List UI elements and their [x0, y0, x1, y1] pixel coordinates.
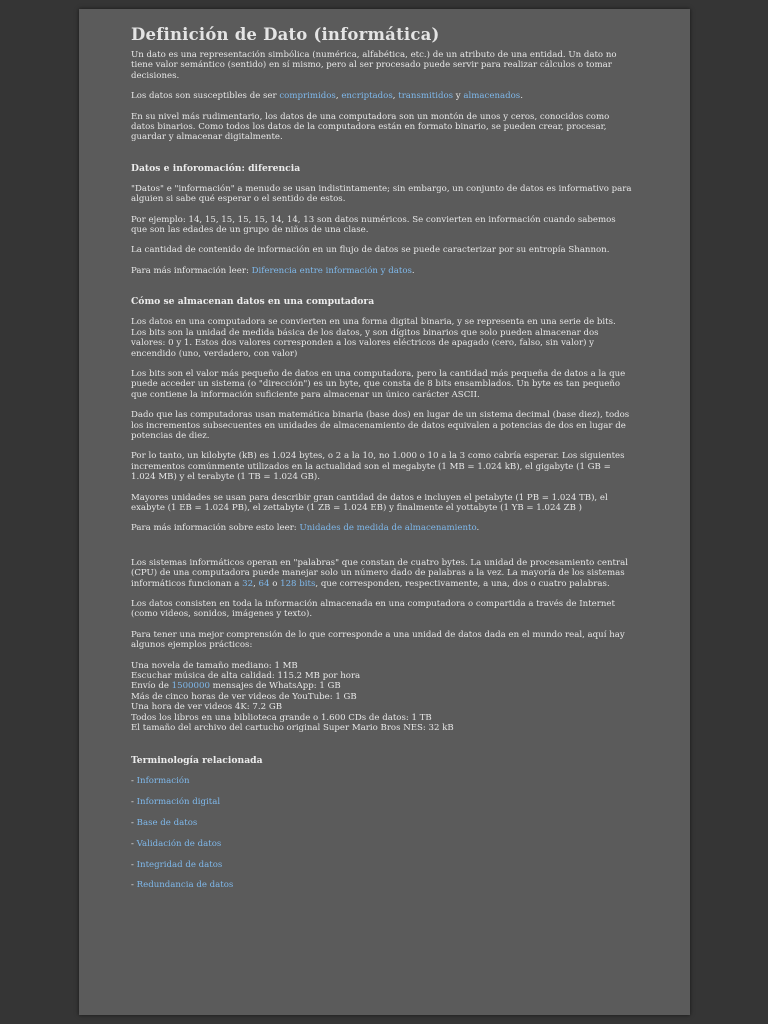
intro-paragraph: Un dato es una representación simbólica (numérica, alfabética, etc.) de un atributo de una entidad. Un dato no tiene valor semántico (sentido) en sí mismo, pero al ser procesado puede servir para realizar cálculos o tomar decisiones.	[131, 50, 617, 81]
example-line: Todos los libros en una biblioteca grande o 1.600 CDs de datos: 1 TB	[131, 712, 432, 723]
spacer	[131, 544, 632, 558]
link-informacion-digital[interactable]: Información digital	[136, 797, 221, 808]
paragraph: La cantidad de contenido de información en un flujo de datos se puede caracterizar por su entropía Shannon.	[131, 245, 610, 256]
example-line	[131, 681, 632, 691]
paragraph: Mayores unidades se usan para describir gran cantidad de datos e incluyen el petabyte (1 PB = 1.024 TB), el exabyte (1 EB = 1.024 PB), el zettabyte (1 ZB = 1.024 EB) y finalmente el yottabyte (1 YB = 1.024 ZB )	[131, 492, 608, 513]
words-paragraph	[131, 558, 632, 589]
example-line: El tamaño del archivo del cartucho original Super Mario Bros NES: 32 kB	[131, 723, 454, 734]
link-difference-info-data[interactable]: Diferencia entre información y datos	[251, 265, 412, 276]
example-line: Una hora de ver videos 4K: 7.2 GB	[131, 702, 283, 713]
paragraph: "Datos" e "información" a menudo se usan indistintamente; sin embargo, un conjunto de datos es informativo para alguien si sabe qué esperar o el sentido de estos.	[131, 183, 632, 205]
list-item	[131, 880, 632, 890]
text: ,	[392, 91, 399, 102]
list-item	[131, 776, 632, 786]
text: , que corresponden, respectivamente, a una, dos o cuatro palabras.	[315, 578, 610, 589]
link-storage-units[interactable]: Unidades de medida de almacenamiento	[299, 523, 477, 534]
text: Para más información sobre esto leer:	[131, 523, 300, 534]
text: Para más información leer:	[131, 265, 252, 276]
related-terms-list	[131, 776, 632, 890]
list-item	[131, 839, 632, 849]
dash: -	[131, 859, 137, 870]
link-32[interactable]: 32	[242, 578, 254, 589]
dash: -	[131, 776, 137, 787]
paragraph: Los datos consisten en toda la información almacenada en una computadora o compartida a través de Internet (como videos, sonidos, imágenes y texto).	[131, 599, 615, 620]
page-title: Definición de Dato (informática)	[131, 25, 440, 44]
link-integridad-de-datos[interactable]: Integridad de datos	[136, 859, 223, 870]
link-64[interactable]: 64	[258, 578, 270, 589]
text: .	[411, 265, 415, 276]
text: .	[476, 523, 480, 534]
list-item	[131, 818, 632, 828]
link-transmitidos[interactable]: transmitidos	[398, 91, 454, 102]
article-page	[79, 9, 690, 1015]
more-info-paragraph	[131, 523, 632, 533]
text: y	[453, 91, 464, 102]
dash: -	[131, 880, 137, 891]
text: Los sistemas informáticos operan en "palabras" que constan de cuatro bytes. La unidad de procesamiento central (CPU) de una computadora puede manejar solo un número dado de palabras a la vez. La mayoría de los sistemas informáticos funcionan a	[131, 557, 628, 589]
link-1500000[interactable]: 1500000	[171, 681, 210, 692]
link-encriptados[interactable]: encriptados	[341, 91, 393, 102]
link-informacion[interactable]: Información	[136, 776, 190, 787]
example-line: Una novela de tamaño mediano: 1 MB	[131, 660, 298, 671]
link-128-bits[interactable]: 128 bits	[280, 578, 316, 589]
link-almacenados[interactable]: almacenados	[463, 91, 521, 102]
text: ,	[253, 578, 259, 589]
examples-list	[131, 661, 632, 734]
paragraph: Los bits son el valor más pequeño de datos en una computadora, pero la cantidad más pequeña de datos a la que puede acceder un sistema (o "dirección") es un byte, que consta de 8 bits ensamblados. Un byte es tan pequeño que contiene la información suficiente para almacenar un único carácter ASCII.	[131, 368, 626, 400]
paragraph: Dado que las computadoras usan matemática binaria (base dos) en lugar de un sistema decimal (base diez), todos los incrementos subsecuentes en unidades de almacenamiento de datos equivalen a potencias de dos en lugar de potencias de diez.	[131, 410, 630, 441]
text: o	[269, 578, 281, 589]
dash: -	[131, 838, 137, 849]
paragraph: Para tener una mejor comprensión de lo que corresponde a una unidad de datos dada en el mundo real, aquí hay algunos ejemplos prácticos:	[131, 629, 625, 651]
dash: -	[131, 818, 137, 829]
text: Envío de	[131, 681, 172, 692]
list-item	[131, 860, 632, 870]
paragraph: Por ejemplo: 14, 15, 15, 15, 15, 14, 14, 13 son datos numéricos. Se convierten en información cuando sabemos que son las edades de un grupo de niños de una clase.	[131, 214, 616, 236]
section-heading-difference: Datos e inforomación: diferencia	[131, 162, 301, 174]
text: mensajes de WhatsApp: 1 GB	[209, 681, 341, 692]
text: Los datos son susceptibles de ser	[131, 91, 280, 102]
link-validacion-de-datos[interactable]: Validación de datos	[136, 838, 222, 849]
section-heading-related: Terminología relacionada	[131, 755, 263, 767]
susceptible-paragraph	[131, 91, 632, 101]
dash: -	[131, 797, 137, 808]
text: ,	[335, 91, 342, 102]
link-comprimidos[interactable]: comprimidos	[279, 91, 336, 102]
paragraph: Por lo tanto, un kilobyte (kB) es 1.024 bytes, o 2 a la 10, no 1.000 o 10 a la 3 como cabría esperar. Los siguientes incrementos comúnmente utilizados en la actualidad son el megabyte (1 MB = 1.024 kB), el gigabyte (1 GB = 1.024 MB) y el terabyte (1 TB = 1.024 GB).	[131, 451, 625, 483]
paragraph: Los datos en una computadora se convierten en una forma digital binaria, y se representa en una serie de bits. Los bits son la unidad de medida básica de los datos, y son dígitos binarios que solo pueden almacenar dos valores: 0 y 1. Estos dos valores corresponden a los valores eléctricos de apagado (cero, falso, sin valor) y encendido (uno, verdadero, con valor)	[131, 317, 616, 359]
link-redundancia-de-datos[interactable]: Redundancia de datos	[136, 880, 234, 891]
section-heading-storage: Cómo se almacenan datos en una computadora	[131, 296, 375, 308]
more-info-paragraph	[131, 266, 632, 276]
link-base-de-datos[interactable]: Base de datos	[136, 818, 198, 829]
binary-paragraph: En su nivel más rudimentario, los datos de una computadora son un montón de unos y ceros, conocidos como datos binarios. Como todos los datos de la computadora están en formato binario, se pueden crear, procesar, guardar y almacenar digitalmente.	[131, 111, 610, 143]
list-item	[131, 797, 632, 807]
example-line: Escuchar música de alta calidad: 115.2 MB por hora	[131, 671, 361, 682]
example-line: Más de cinco horas de ver videos de YouTube: 1 GB	[131, 691, 357, 702]
text: .	[520, 91, 523, 102]
